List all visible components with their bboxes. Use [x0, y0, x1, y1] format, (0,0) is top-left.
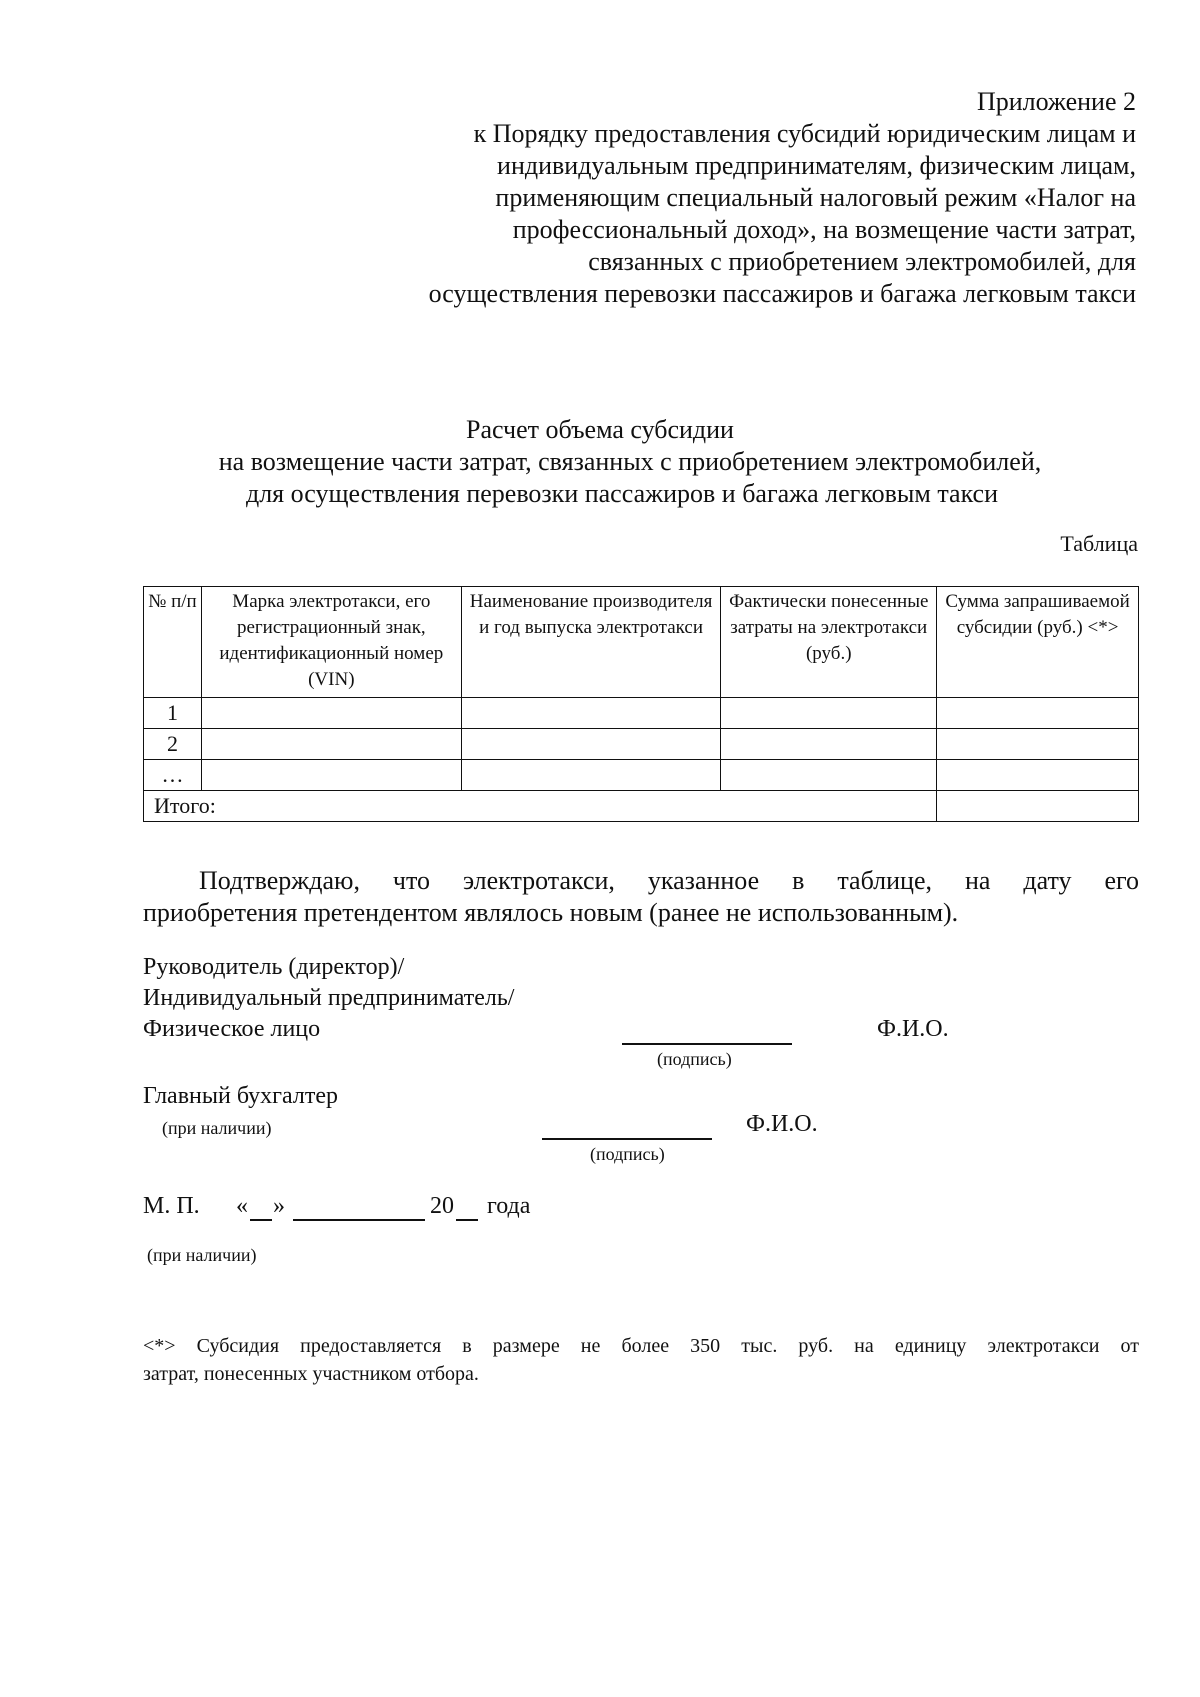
table-cell[interactable] [201, 760, 461, 791]
table-row [144, 760, 1139, 791]
table-cell[interactable] [201, 729, 461, 760]
confirmation-paragraph [143, 865, 1139, 929]
title-line-3: для осуществления перевозки пассажиров и багажа легковым такси [245, 479, 999, 508]
table-cell[interactable] [461, 760, 721, 791]
date-quote-open: « [236, 1193, 248, 1219]
table-total-row [144, 791, 1139, 822]
row-number: 2 [144, 729, 202, 760]
table-header-row [144, 587, 1139, 698]
table-cell[interactable] [461, 698, 721, 729]
footnote-line-1: <*> Субсидия предоставляется в размере не более 350 тыс. руб. на единицу электротакси от [143, 1335, 1139, 1357]
head-signature-caption: (подпись) [657, 1049, 732, 1069]
row-number: … [144, 760, 202, 791]
accountant-note: (при наличии) [162, 1118, 272, 1138]
head-title-line-3: Физическое лицо [143, 1016, 321, 1042]
accountant-signature-line[interactable] [542, 1138, 712, 1140]
table-cell[interactable] [937, 760, 1139, 791]
column-header-subsidy: Сумма запрашиваемой субсидии (руб.) <*> [937, 587, 1139, 698]
column-header-costs: Фактически понесенные затраты на электротакси (руб.) [721, 587, 937, 698]
title-line-2: на возмещение части затрат, связанных с приобретением электромобилей, [218, 447, 1042, 476]
table-row [144, 729, 1139, 760]
head-title-line-2: Индивидуальный предприниматель/ [143, 985, 515, 1011]
title-line-1: Расчет объема субсидии [466, 415, 734, 444]
accountant-fio: Ф.И.О. [746, 1111, 818, 1137]
table-cell[interactable] [201, 698, 461, 729]
accountant-signature-caption: (подпись) [590, 1144, 665, 1164]
confirmation-line-2: приобретения претендентом являлось новым (ранее не использованным). [143, 898, 959, 927]
document-title [0, 414, 1200, 510]
date-year-prefix: 20 [430, 1193, 454, 1219]
table-row [144, 698, 1139, 729]
total-value[interactable] [937, 791, 1139, 822]
date-month-field[interactable] [293, 1219, 425, 1221]
appendix-header-line: индивидуальным предпринимателям, физическим лицам, [497, 151, 1136, 180]
accountant-title: Главный бухгалтер [143, 1083, 338, 1109]
table-cell[interactable] [721, 729, 937, 760]
appendix-header-line: Приложение 2 [976, 87, 1136, 116]
head-title-line-1: Руководитель (директор)/ [143, 954, 405, 980]
stamp-note: (при наличии) [147, 1245, 257, 1265]
appendix-header [316, 86, 1136, 310]
head-signature-line[interactable] [622, 1043, 792, 1045]
table-cell[interactable] [937, 729, 1139, 760]
stamp-label: М. П. [143, 1193, 200, 1219]
table-cell[interactable] [721, 698, 937, 729]
date-quote-close: » [273, 1193, 285, 1219]
appendix-header-line: профессиональный доход», на возмещение части затрат, [512, 215, 1136, 244]
column-header-brand: Марка электротакси, его регистрационный знак, идентификационный номер (VIN) [201, 587, 461, 698]
total-label: Итого: [144, 791, 937, 822]
date-day-field[interactable] [250, 1219, 272, 1221]
table-cell[interactable] [937, 698, 1139, 729]
appendix-header-line: применяющим специальный налоговый режим «Налог на [495, 183, 1136, 212]
date-year-field[interactable] [456, 1219, 478, 1221]
column-header-number: № п/п [144, 587, 202, 698]
appendix-header-line: связанных с приобретением электромобилей, для [588, 247, 1136, 276]
subsidy-calculation-table [143, 586, 1139, 822]
footnote-line-2: затрат, понесенных участником отбора. [143, 1363, 479, 1385]
table-label: Таблица [1060, 531, 1138, 556]
head-fio: Ф.И.О. [877, 1016, 949, 1042]
appendix-header-line: к Порядку предоставления субсидий юридическим лицам и [473, 119, 1136, 148]
appendix-header-line: осуществления перевозки пассажиров и багажа легковым такси [428, 279, 1136, 308]
table-cell[interactable] [721, 760, 937, 791]
column-header-manufacturer: Наименование производителя и год выпуска электротакси [461, 587, 721, 698]
confirmation-line-1: Подтверждаю, что электротакси, указанное в таблице, на дату его [199, 866, 1139, 895]
date-year-suffix: года [487, 1193, 531, 1219]
footnote [143, 1332, 1139, 1388]
row-number: 1 [144, 698, 202, 729]
table-cell[interactable] [461, 729, 721, 760]
